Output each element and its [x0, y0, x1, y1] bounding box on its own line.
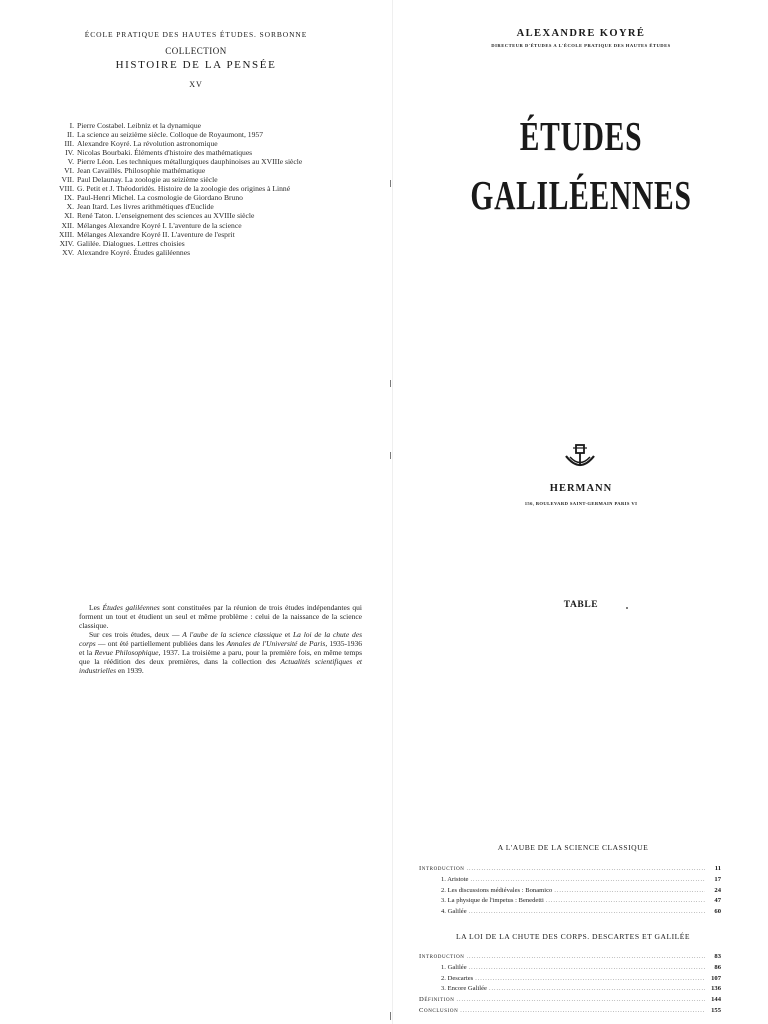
toc-entry	[419, 952, 721, 963]
blurb-text: , 1935-1936 et la	[79, 638, 362, 657]
series-item	[30, 130, 370, 139]
collection-label: COLLECTION	[165, 46, 227, 56]
series-title: Alexandre Koyré. La révolution astronomique	[77, 139, 218, 149]
table-heading: TABLE	[563, 600, 599, 610]
author-name: ALEXANDRE KOYRÉ	[516, 28, 646, 39]
series-title: Jean Cavaillès. Philosophie mathématique	[77, 166, 206, 176]
series-item	[30, 202, 370, 211]
toc-entry	[419, 864, 721, 875]
series-title: Galilée. Dialogues. Lettres choisies	[77, 238, 185, 248]
blurb	[79, 604, 362, 676]
toc-entry-label: Conclusion	[419, 1006, 459, 1014]
series-item	[30, 148, 370, 157]
series-number: IX.	[64, 193, 74, 203]
series-number: XI.	[64, 211, 74, 221]
series-title: Paul-Henri Michel. La cosmologie de Giordano Bruno	[77, 193, 243, 203]
publisher-name: HERMANN	[549, 483, 613, 494]
series-number: VII.	[61, 175, 74, 185]
publisher-logo-icon	[563, 442, 597, 472]
toc-leader-dots	[475, 975, 705, 985]
series-title: Pierre Costabel. Leibniz et la dynamique	[77, 121, 201, 130]
blurb-emphasis: Études galiléennes	[102, 603, 160, 612]
series-item	[30, 211, 370, 220]
toc-entry-page: 11	[714, 865, 721, 872]
series-item	[30, 121, 370, 130]
series-item	[30, 230, 370, 239]
volume-number: XV	[189, 80, 203, 89]
toc-leader-dots	[554, 887, 705, 897]
toc-entry-page: 107	[711, 974, 721, 982]
toc-section-title-2: LA LOI DE LA CHUTE DES CORPS. DESCARTES ET GALILÉE	[455, 932, 691, 941]
series-title: Alexandre Koyré. Études galiléennes	[77, 247, 191, 257]
series-number: IV.	[65, 148, 74, 158]
blurb-text: sont constituées par la réunion de trois études indépendantes qui forment un tout et étudient un seul et même problème : celui de la naissance de la science classique.	[79, 603, 362, 630]
school-name: ÉCOLE PRATIQUE DES HAUTES ÉTUDES. SORBONNE	[84, 30, 308, 39]
series-item	[30, 139, 370, 148]
toc-entry-label: Introduction	[419, 953, 465, 960]
toc-entry	[419, 875, 721, 886]
series-title: Paul Delaunay. La zoologie au seizième siècle	[77, 175, 218, 185]
toc-entry-page: 83	[714, 953, 721, 960]
series-item	[30, 166, 370, 175]
toc-entry-label: 1. Aristote	[441, 875, 469, 883]
toc-entry	[419, 886, 721, 897]
blurb-text: Les	[89, 603, 103, 612]
series-item	[30, 221, 370, 230]
book-title-line-2: GALILÉENNES	[470, 172, 692, 218]
book-title-line-1: ÉTUDES	[519, 113, 643, 159]
margin-mark	[390, 1012, 391, 1020]
dot-mark	[626, 607, 628, 609]
toc-entry-label: 1. Galilée	[441, 963, 467, 971]
series-title: Mélanges Alexandre Koyré II. L'aventure de l'esprit	[77, 229, 235, 239]
margin-mark	[390, 452, 391, 459]
blurb-text: en 1939.	[116, 665, 144, 675]
series-title: La science au seizième siècle. Colloque de Royaumont, 1957	[77, 130, 263, 140]
series-number: X.	[66, 202, 74, 212]
blurb-emphasis: Revue Philosophique	[94, 647, 159, 657]
series-title: G. Petit et J. Théodoridès. Histoire de la zoologie des origines à Linné	[77, 184, 291, 194]
series-item	[30, 239, 370, 248]
blurb-text: Sur ces trois études, deux —	[89, 629, 183, 639]
series-number: XIV.	[59, 238, 74, 248]
toc-entry-label: 3. Encore Galilée	[441, 985, 487, 993]
toc-section-title-1: A L'AUBE DE LA SCIENCE CLASSIQUE	[497, 843, 649, 852]
series-item	[30, 193, 370, 202]
toc-entry-page: 17	[714, 875, 721, 883]
publisher-address: 156, BOULEVARD SAINT-GERMAIN PARIS VI	[524, 501, 638, 506]
toc-leader-dots	[469, 908, 705, 918]
blurb-emphasis: Actualités scientifiques et industrielles	[79, 656, 362, 675]
blurb-emphasis: Annales de l'Université de Paris	[226, 638, 326, 648]
series-number: III.	[64, 139, 74, 149]
toc-section-2	[419, 952, 721, 1017]
series-item	[30, 175, 370, 184]
toc-leader-dots	[456, 996, 705, 1006]
toc-leader-dots	[470, 876, 705, 886]
blurb-paragraph-2	[79, 631, 362, 676]
toc-entry-label: 2. Descartes	[441, 974, 474, 982]
toc-entry-label: Définition	[419, 996, 455, 1004]
toc-entry-page: 24	[714, 886, 721, 894]
toc-leader-dots	[469, 964, 705, 974]
series-title: Nicolas Bourbaki. Éléments d'histoire des mathématiques	[77, 148, 253, 158]
toc-entry-page: 47	[714, 897, 721, 905]
toc-entry	[419, 896, 721, 907]
toc-entry-page: 86	[714, 963, 721, 971]
toc-entry	[419, 963, 721, 974]
toc-entry-page: 155	[711, 1006, 721, 1014]
toc-entry-label: Introduction	[419, 865, 465, 872]
series-number: XII.	[61, 220, 74, 230]
toc-entry-page: 136	[711, 985, 721, 993]
blurb-emphasis: La loi de la chute des corps	[79, 629, 362, 648]
toc-leader-dots	[460, 1007, 705, 1017]
toc-leader-dots	[546, 897, 705, 907]
margin-mark	[390, 180, 391, 187]
series-title: René Taton. L'enseignement des sciences au XVIIIe siècle	[77, 211, 255, 221]
series-number: I.	[69, 121, 74, 130]
toc-entry-label: 4. Galilée	[441, 908, 467, 916]
series-list	[30, 121, 370, 257]
toc-entry-label: 3. La physique de l'impetus : Benedetti	[441, 897, 544, 905]
series-title: Pierre Léon. Les techniques métallurgiques dauphinoises au XVIIIe siècle	[77, 157, 303, 167]
toc-entry	[419, 974, 721, 985]
toc-entry	[419, 984, 721, 995]
series-title: Jean Itard. Les livres arithmétiques d'Euclide	[77, 202, 214, 212]
toc-entry-page: 60	[714, 908, 721, 916]
series-number: XV.	[62, 247, 74, 257]
series-number: V.	[67, 157, 74, 167]
blurb-emphasis: A l'aube de la science classique	[182, 629, 282, 639]
toc-entry-page: 144	[711, 996, 721, 1004]
margin-mark	[390, 380, 391, 387]
series-number: VIII.	[59, 184, 74, 194]
toc-entry	[419, 1006, 721, 1017]
series-title: Mélanges Alexandre Koyré I. L'aventure de la science	[77, 220, 242, 230]
collection-title: HISTOIRE DE LA PENSÉE	[115, 59, 277, 71]
toc-leader-dots	[467, 865, 705, 875]
series-number: II.	[67, 130, 74, 140]
blurb-text: et	[281, 629, 293, 639]
blurb-text: , 1937. La troisième a paru, pour la première fois, en même temps que la réédition des deux premières, dans la collection des	[79, 647, 362, 666]
series-number: VI.	[64, 166, 74, 176]
blurb-text: — ont été partiellement publiées dans les	[95, 638, 227, 648]
author-role: DIRECTEUR D'ÉTUDES A L'ÉCOLE PRATIQUE DES HAUTES ÉTUDES	[491, 43, 671, 48]
toc-section-1	[419, 864, 721, 918]
blurb-paragraph-1	[79, 604, 362, 631]
toc-entry	[419, 907, 721, 918]
right-page	[392, 0, 768, 1024]
series-item	[30, 184, 370, 193]
series-item	[30, 248, 370, 257]
series-number: XIII.	[59, 229, 74, 239]
series-item	[30, 157, 370, 166]
toc-leader-dots	[467, 953, 705, 963]
toc-entry-label: 2. Les discussions médiévales : Bonamico	[441, 886, 553, 894]
book-title	[446, 107, 717, 225]
toc-leader-dots	[489, 985, 705, 995]
toc-entry	[419, 995, 721, 1006]
